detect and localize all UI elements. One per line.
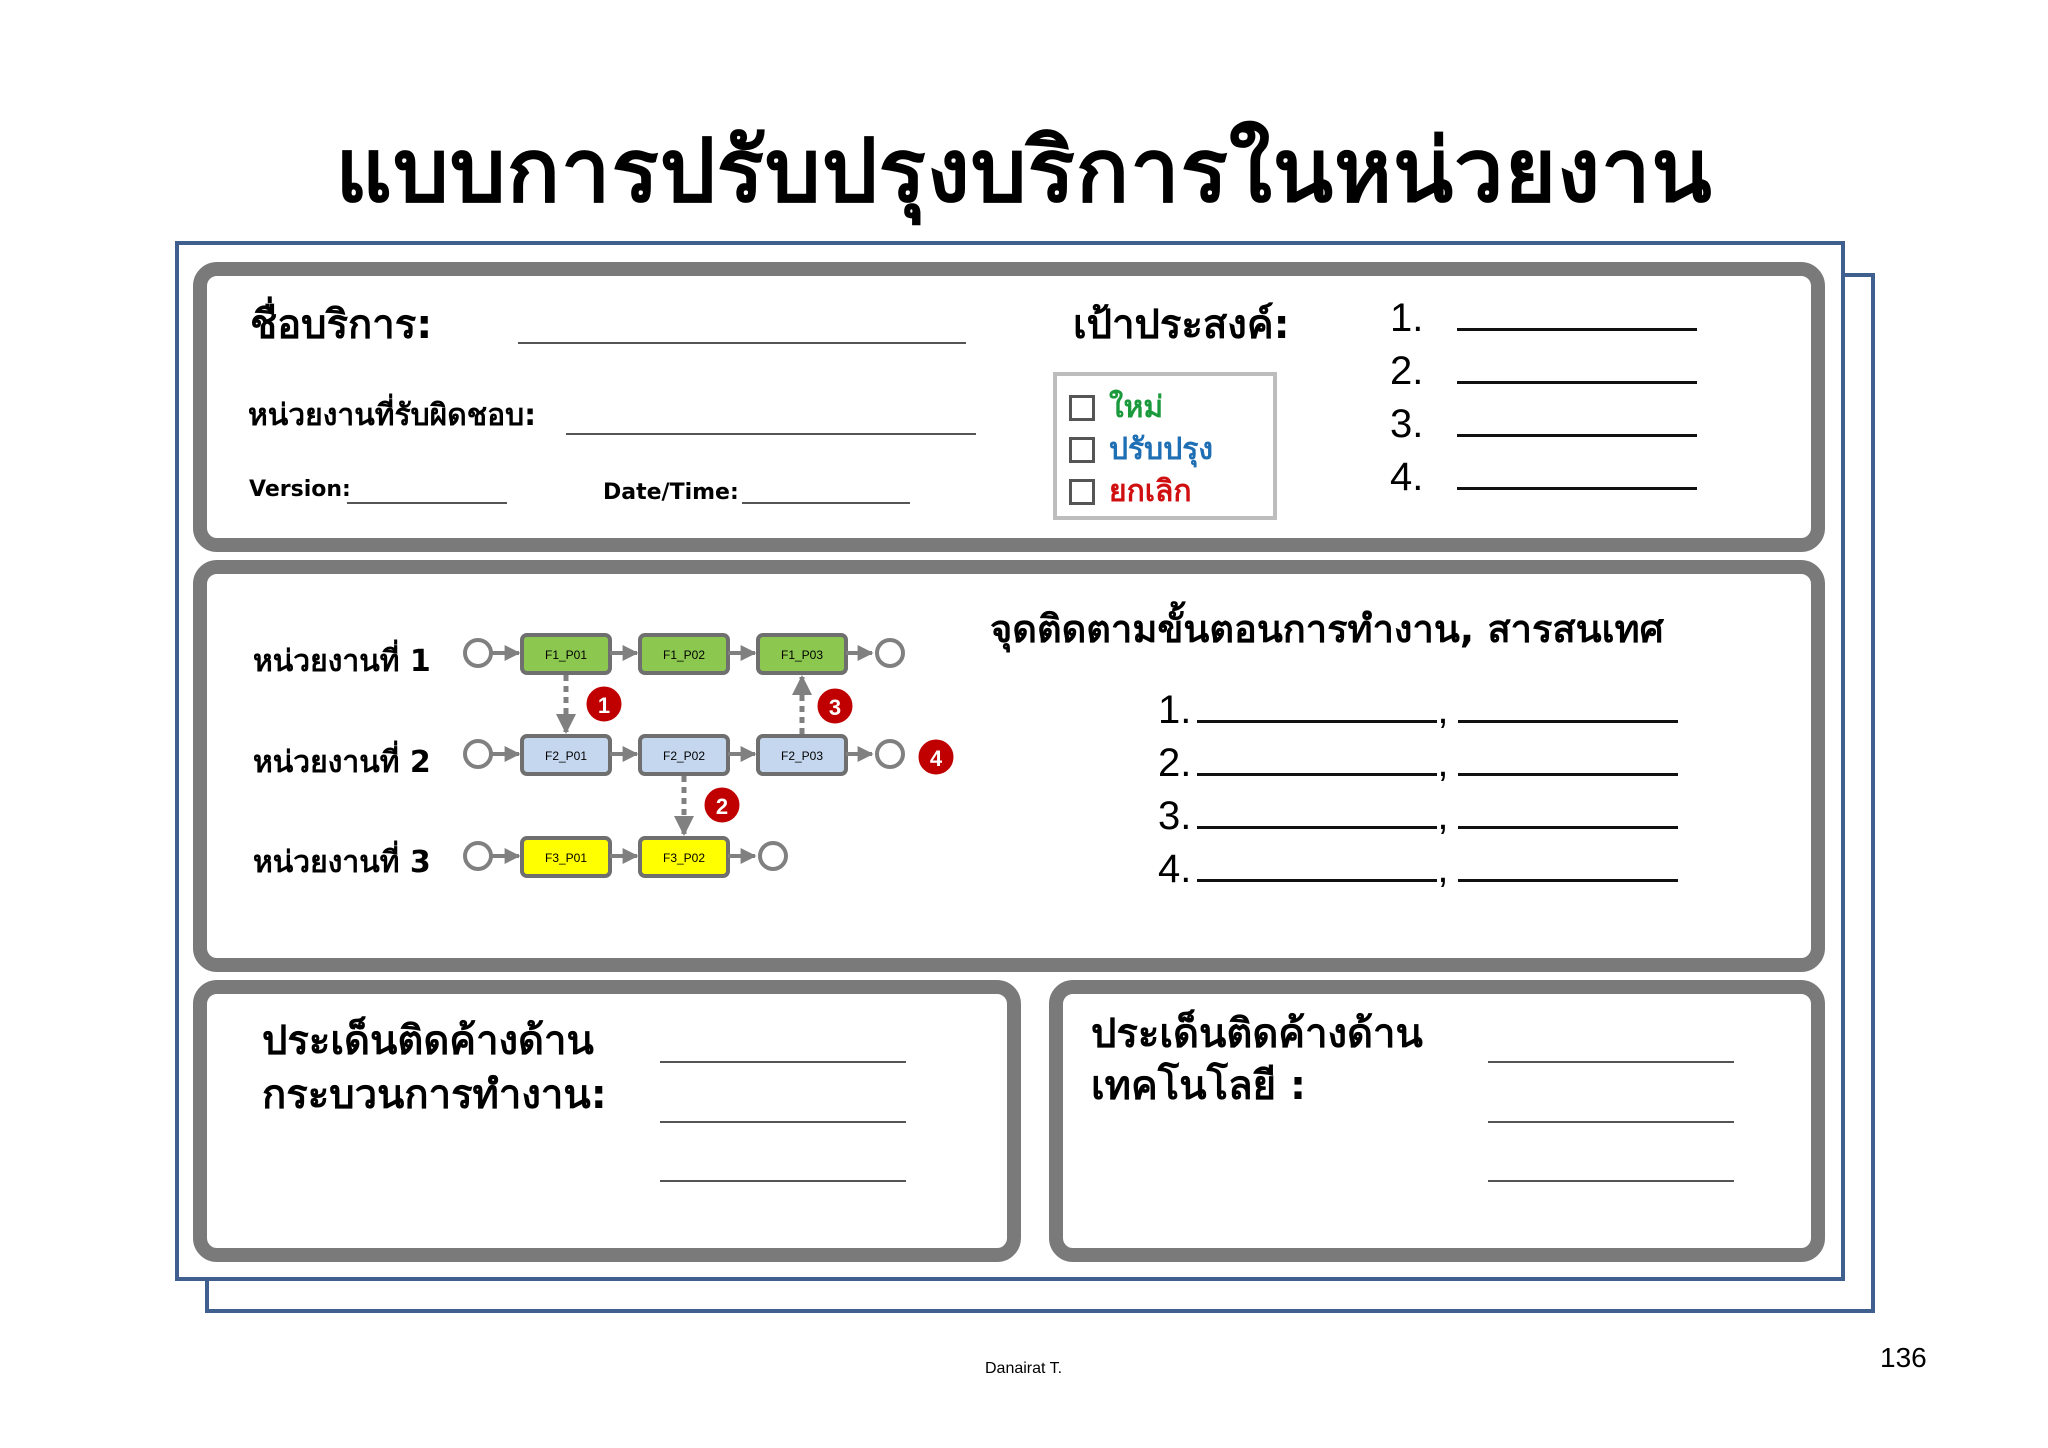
step-F1_P02[interactable]: [640, 635, 728, 673]
unit-1-start-node: [465, 640, 491, 666]
step-F3_P02[interactable]: [640, 838, 728, 876]
step-label: F2_P01: [544, 749, 588, 763]
responsible-unit-label: หน่วยงานที่รับผิดชอบ:: [248, 398, 537, 433]
unit-2-end-node: [877, 741, 903, 767]
technology-issues-label: ประเด็นติดค้างด้าน เทคโนโลยี :: [1091, 1011, 1423, 1109]
technology-issue-line-1[interactable]: [1488, 1061, 1734, 1063]
unit-3-end-node: [760, 843, 786, 869]
marker-1: [585, 685, 623, 723]
step-label: F1_P01: [544, 648, 588, 662]
objective-item-4[interactable]: 4.: [1390, 455, 1697, 500]
unit-2-label: หน่วยงานที่ 2: [253, 745, 431, 780]
technology-issue-line-3[interactable]: [1488, 1180, 1734, 1182]
objective-label: เป้าประสงค์:: [1073, 302, 1290, 348]
service-name-label: ชื่อบริการ:: [250, 302, 433, 348]
unit-3-label: หน่วยงานที่ 3: [253, 845, 431, 880]
step-F2_P03[interactable]: [758, 736, 846, 774]
step-F3_P01[interactable]: [522, 838, 610, 876]
page-title: แบบการปรับปรุงบริการในหน่วยงาน: [335, 119, 1713, 222]
option-new-label: ใหม่: [1109, 390, 1164, 425]
unit-1-label: หน่วยงานที่ 1: [253, 644, 431, 679]
step-label: F1_P02: [662, 648, 706, 662]
tracking-item-3[interactable]: 3. ,: [1158, 794, 1678, 839]
process-issue-line-2[interactable]: [660, 1121, 906, 1123]
process-issue-line-3[interactable]: [660, 1180, 906, 1182]
marker-2: [703, 786, 741, 824]
unit-2-start-node: [465, 741, 491, 767]
process-issues-label: ประเด็นติดค้างด้าน กระบวนการทำงาน:: [262, 1018, 607, 1118]
objective-item-1[interactable]: 1.: [1390, 296, 1697, 341]
step-label: F2_P02: [662, 749, 706, 763]
option-cancel-label: ยกเลิก: [1109, 474, 1192, 509]
page-number: 136: [1880, 1342, 1927, 1373]
step-label: F2_P03: [780, 749, 824, 763]
step-F2_P02[interactable]: [640, 736, 728, 774]
process-issue-line-1[interactable]: [660, 1061, 906, 1063]
step-F1_P01[interactable]: [522, 635, 610, 673]
tracking-item-1[interactable]: 1. ,: [1158, 688, 1678, 733]
option-improve-label: ปรับปรุง: [1109, 432, 1214, 467]
step-label: F3_P01: [544, 851, 588, 865]
marker-label: 3: [828, 695, 842, 720]
step-label: F3_P02: [662, 851, 706, 865]
tracking-item-4[interactable]: 4. ,: [1158, 847, 1678, 892]
marker-label: 1: [597, 693, 611, 718]
tracking-title: จุดติดตามขั้นตอนการทำงาน, สารสนเทศ: [990, 607, 1664, 651]
step-label: F1_P03: [780, 648, 824, 662]
step-F1_P03[interactable]: [758, 635, 846, 673]
objective-item-3[interactable]: 3.: [1390, 402, 1697, 447]
datetime-label: Date/Time:: [603, 480, 739, 505]
objective-item-2[interactable]: 2.: [1390, 349, 1697, 394]
technology-issue-line-2[interactable]: [1488, 1121, 1734, 1123]
tracking-item-2[interactable]: 2. ,: [1158, 741, 1678, 786]
marker-label: 4: [929, 746, 943, 771]
marker-4: [917, 738, 955, 776]
author-credit: Danairat T.: [985, 1360, 1063, 1377]
version-label: Version:: [249, 477, 351, 502]
marker-label: 2: [715, 794, 729, 819]
marker-3: [816, 687, 854, 725]
unit-3-start-node: [465, 843, 491, 869]
unit-1-end-node: [877, 640, 903, 666]
step-F2_P01[interactable]: [522, 736, 610, 774]
